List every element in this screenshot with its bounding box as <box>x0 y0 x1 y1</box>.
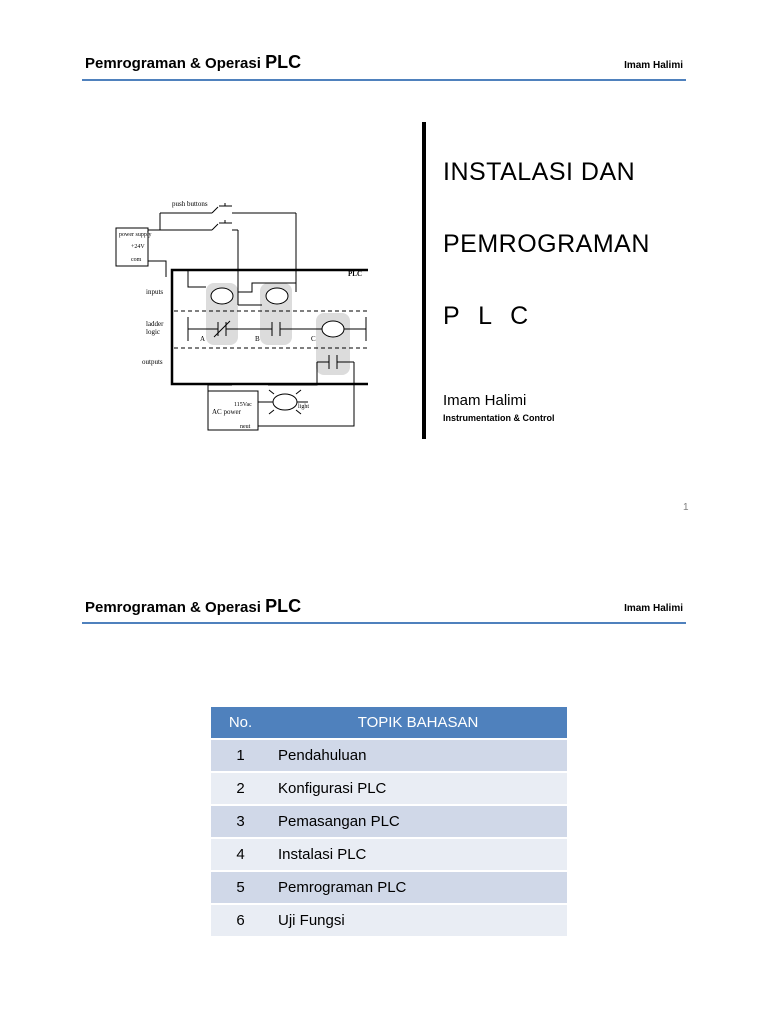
row-topic: Pendahuluan <box>270 740 567 771</box>
row-topic: Pemasangan PLC <box>270 806 567 837</box>
title-line-2: PEMROGRAMAN <box>443 230 650 258</box>
title-line-1: INSTALASI DAN <box>443 158 636 186</box>
table-row <box>211 872 567 903</box>
table-header-row <box>211 707 567 738</box>
header-title-plc: PLC <box>265 596 302 616</box>
ladder-label: ladder <box>146 320 164 328</box>
slide-2 <box>0 540 768 1024</box>
input-a-circle <box>211 288 233 304</box>
table-row <box>211 905 567 936</box>
light-bulb-icon <box>273 394 297 410</box>
com-wire <box>148 261 166 277</box>
output-c-circle <box>322 321 344 337</box>
ac-power-label: AC power <box>212 408 241 416</box>
push-button-1-icon <box>160 203 296 292</box>
header-no: No. <box>211 707 270 738</box>
header-title <box>85 52 301 73</box>
row-number: 6 <box>211 905 270 936</box>
header-rule <box>82 79 686 81</box>
input-b-circle <box>266 288 288 304</box>
header-title-prefix: Pemrograman & Operasi <box>85 599 266 616</box>
page-number: 1 <box>683 502 689 513</box>
table-row <box>211 740 567 771</box>
header-title-prefix: Pemrograman & Operasi <box>85 55 266 72</box>
coil-c-label: C <box>311 335 316 343</box>
row-topic: Uji Fungsi <box>270 905 567 936</box>
slide-title <box>443 118 650 370</box>
ac-voltage-label: 115Vac <box>234 402 252 408</box>
voltage-label: +24V <box>131 244 145 250</box>
contact-b-label: B <box>255 335 260 343</box>
header-title-plc: PLC <box>265 52 302 72</box>
inputs-label: inputs <box>146 288 164 296</box>
plc-label: PLC <box>348 270 362 278</box>
header-topic: TOPIK BAHASAN <box>270 707 567 738</box>
author-name: Imam Halimi <box>443 392 527 409</box>
ac-top-wire <box>208 385 232 391</box>
contact-a-label: A <box>200 335 206 343</box>
title-divider <box>422 122 426 439</box>
power-supply-label: power supply <box>119 232 152 238</box>
row-topic: Pemrograman PLC <box>270 872 567 903</box>
row-number: 3 <box>211 806 270 837</box>
light-label: light <box>298 404 310 410</box>
push-button-2-icon <box>148 213 262 305</box>
header-author: Imam Halimi <box>624 60 683 71</box>
topics-table <box>211 705 567 938</box>
header-author: Imam Halimi <box>624 603 683 614</box>
row-topic: Instalasi PLC <box>270 839 567 870</box>
title-line-3: P L C <box>443 302 535 330</box>
input-wire-a <box>188 270 206 287</box>
table-row <box>211 806 567 837</box>
table-row <box>211 839 567 870</box>
header-title <box>85 596 301 617</box>
logic-label: logic <box>146 328 160 336</box>
header-rule <box>82 622 686 624</box>
outputs-label: outputs <box>142 358 163 366</box>
row-number: 1 <box>211 740 270 771</box>
push-buttons-label: push buttons <box>172 200 208 208</box>
table-row <box>211 773 567 804</box>
author-role: Instrumentation & Control <box>443 413 555 423</box>
plc-ladder-diagram <box>108 195 368 435</box>
row-topic: Konfigurasi PLC <box>270 773 567 804</box>
neut-label: neut <box>240 424 251 430</box>
row-number: 5 <box>211 872 270 903</box>
row-number: 4 <box>211 839 270 870</box>
row-number: 2 <box>211 773 270 804</box>
com-label: com <box>131 257 142 263</box>
